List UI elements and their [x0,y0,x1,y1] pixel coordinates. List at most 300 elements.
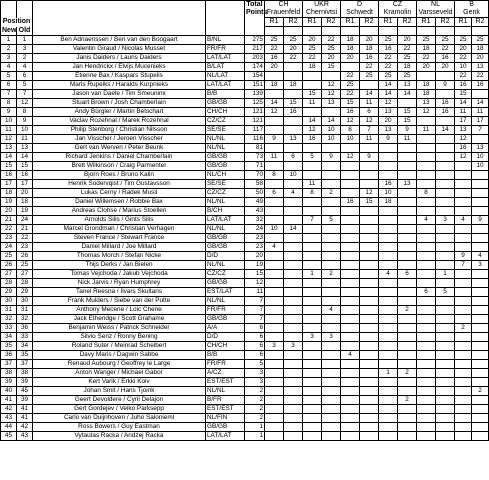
race-score [284,144,303,153]
race-score [417,144,436,153]
nationality: NL/LAT [206,72,245,81]
position-old: 19 [17,207,33,216]
team-name: Silvio Senz / Ronny Bening [33,333,206,342]
race-score: 14 [398,90,417,99]
race-score [417,198,436,207]
race-score: 10 [455,63,472,72]
race-score [360,387,379,396]
total-points: 12 [245,279,265,288]
table-row [1,117,489,126]
race-score [322,198,341,207]
nationality: B/B [206,90,245,99]
race-score [265,162,284,171]
race-score: 18 [341,45,360,54]
race-score [417,405,436,414]
position-old: 14 [17,153,33,162]
race-score [417,252,436,261]
race-score: 3 [284,342,303,351]
race-score: 11 [360,135,379,144]
nationality: EST/EST [206,405,245,414]
race-score [417,423,436,432]
race-score: 14 [455,99,472,108]
nationality: LAT/LAT [206,216,245,225]
race-score [436,252,455,261]
race-score: 18 [417,81,436,90]
race-score: 6 [398,270,417,279]
race-score [436,333,455,342]
race-score [417,369,436,378]
position-new: 19 [1,198,17,207]
race-score [360,162,379,171]
total-points: 2 [245,396,265,405]
race-score [455,306,472,315]
table-row [1,423,489,432]
race-score [398,378,417,387]
race-score [303,369,322,378]
race-score: 25 [455,36,472,45]
race-score [417,414,436,423]
race-score [341,423,360,432]
race-score [284,252,303,261]
position-new: 2 [1,45,17,54]
nationality: FR/FR [206,45,245,54]
event-country-3: D [341,1,379,10]
race-score [398,333,417,342]
race-score [455,171,472,180]
table-row [1,36,489,45]
race-score: 18 [341,36,360,45]
team-name: Richard Jenkins / Daniel Chamberlain [33,153,206,162]
race-score [341,360,360,369]
race-score [303,387,322,396]
race-score [417,360,436,369]
table-row [1,45,489,54]
race-score [398,423,417,432]
position-old: 2 [17,54,33,63]
race-score [398,414,417,423]
position-old: 13 [17,144,33,153]
race-score [360,180,379,189]
race-score [472,432,489,441]
nationality: LAT/LAT [206,432,245,441]
team-name: Gert van Werven / Peter Beunk [33,144,206,153]
position-new: 22 [1,225,17,234]
race-score: 22 [341,72,360,81]
race-score [303,306,322,315]
position-new: 42 [1,405,17,414]
race-score [360,306,379,315]
race-score [417,117,436,126]
total-points: 50 [245,189,265,198]
race-score: 25 [417,36,436,45]
race-score [417,396,436,405]
position-old: 39 [17,378,33,387]
position-old: 7 [17,90,33,99]
race-score [417,351,436,360]
round-header: R2 [360,18,379,27]
position-new: 39 [1,378,17,387]
race-score [436,198,455,207]
race-score: 12 [417,108,436,117]
race-score: 11 [303,99,322,108]
race-score: 18 [417,45,436,54]
position-old: 30 [17,297,33,306]
race-score: 20 [455,45,472,54]
position-new: 44 [1,423,17,432]
race-score [455,162,472,171]
race-score [455,414,472,423]
race-score: 14 [322,117,341,126]
race-score: 22 [455,54,472,63]
team-name: Tomas Vejchoda / Jakub Vejchoda [33,270,206,279]
position-old: 16 [17,171,33,180]
race-score [455,333,472,342]
nationality: B/FR [206,396,245,405]
race-score [398,288,417,297]
race-score [436,117,455,126]
position-old: 45 [17,387,33,396]
race-score [284,387,303,396]
race-score [417,207,436,216]
race-score [341,216,360,225]
race-score: 18 [398,63,417,72]
race-score [436,279,455,288]
race-score [284,216,303,225]
position-old: 11 [17,135,33,144]
race-score [379,207,398,216]
position-new: 17 [1,180,17,189]
race-score [436,144,455,153]
race-score [284,297,303,306]
team-name: Roland Suter / Meinrad Schelbert [33,342,206,351]
race-score [303,171,322,180]
race-score: 22 [303,54,322,63]
race-score: 13 [417,99,436,108]
race-score [472,234,489,243]
race-score: 15 [360,198,379,207]
race-score [436,315,455,324]
race-score [455,342,472,351]
total-points: 154 [245,72,265,81]
race-score: 22 [322,36,341,45]
race-score [379,225,398,234]
race-score: 7 [472,126,489,135]
table-row [1,81,489,90]
position-new: 33 [1,324,17,333]
race-score [436,90,455,99]
race-score: 13 [455,126,472,135]
race-score: 14 [472,99,489,108]
race-score [360,351,379,360]
race-score: 10 [472,162,489,171]
total-points: 5 [245,360,265,369]
race-score: 11 [360,99,379,108]
position-new: 15 [1,162,17,171]
race-score [322,234,341,243]
total-points: 20 [245,252,265,261]
race-score [360,261,379,270]
race-score: 11 [472,108,489,117]
race-score [398,198,417,207]
position-new: 9 [1,108,17,117]
position-new: 5 [1,72,17,81]
total-points: 6 [245,333,265,342]
round-header: R1 [265,18,284,27]
race-score: 13 [472,144,489,153]
event-city-1: Frauenfeld [265,9,303,18]
race-score: 4 [322,306,341,315]
race-score: 9 [472,216,489,225]
race-score [379,279,398,288]
race-score: 12 [455,135,472,144]
race-score: 11 [455,108,472,117]
race-score: 13 [379,126,398,135]
position-new: 43 [1,414,17,423]
position-old: 27 [17,270,33,279]
race-score [341,315,360,324]
table-row [1,270,489,279]
race-score: 1 [379,369,398,378]
table-row [1,243,489,252]
race-score: 15 [455,90,472,99]
race-score [284,180,303,189]
race-score [472,198,489,207]
race-score: 11 [265,153,284,162]
position-old: 10 [17,126,33,135]
race-score: 25 [398,72,417,81]
table-row [1,144,489,153]
race-score [472,414,489,423]
race-score [436,225,455,234]
race-score [284,333,303,342]
race-score: 25 [398,54,417,63]
race-score: 12 [322,90,341,99]
race-score [303,198,322,207]
nationality: CH/CH [206,342,245,351]
team-name: Bjorn Roes / Bruno Kalin [33,171,206,180]
race-score [322,342,341,351]
position-new: 40 [1,387,17,396]
race-score [436,387,455,396]
race-score: 13 [398,81,417,90]
race-score [472,270,489,279]
table-row [1,315,489,324]
race-score [436,378,455,387]
position-old: 37 [17,360,33,369]
table-row [1,378,489,387]
table-row [1,207,489,216]
race-score [284,162,303,171]
race-score [360,432,379,441]
round-header: R1 [455,18,472,27]
table-row [1,99,489,108]
race-score [455,297,472,306]
position-old: 20 [17,189,33,198]
team-name: Stuart Brown / Josh Chamberlain [33,99,206,108]
race-score [265,351,284,360]
nationality: D/D [206,333,245,342]
table-row [1,405,489,414]
race-score [303,351,322,360]
position-new: 7 [1,90,17,99]
position-old: 18 [17,198,33,207]
race-score [398,243,417,252]
header-row-position [1,18,489,27]
race-score [341,333,360,342]
table-row [1,342,489,351]
race-score [360,378,379,387]
total-header: Total [246,1,263,8]
race-score [303,72,322,81]
position-old: 15 [17,162,33,171]
race-score [379,315,398,324]
race-score [417,261,436,270]
race-score: 9 [436,81,455,90]
race-score [436,324,455,333]
race-score: 12 [360,189,379,198]
race-score: 10 [379,189,398,198]
race-score: 2 [398,396,417,405]
race-score [341,378,360,387]
table-row [1,288,489,297]
round-header: R1 [379,18,398,27]
position-old: 33 [17,333,33,342]
race-score: 12 [341,153,360,162]
race-score: 10 [284,171,303,180]
race-score: 16 [284,108,303,117]
race-score: 12 [360,117,379,126]
race-score [379,351,398,360]
race-score [398,225,417,234]
round-header: R2 [398,18,417,27]
race-score [265,396,284,405]
team-name: Benjamin Weiss / Patrick Schneider [33,324,206,333]
round-header: R2 [284,18,303,27]
table-row [1,279,489,288]
points-header: Points [246,9,268,17]
race-score [360,342,379,351]
race-score [341,324,360,333]
race-score [303,432,322,441]
race-score: 20 [360,36,379,45]
position-new: 25 [1,252,17,261]
race-score [265,378,284,387]
race-score [303,360,322,369]
race-score [341,171,360,180]
total-points: 2 [245,405,265,414]
total-points: 3 [245,378,265,387]
race-score [360,423,379,432]
race-score [436,207,455,216]
race-score [265,180,284,189]
position-old: 23 [17,243,33,252]
old-header: Old [17,27,33,36]
race-score [436,171,455,180]
race-score [472,378,489,387]
table-row [1,54,489,63]
race-score [360,288,379,297]
race-score: 4 [455,216,472,225]
race-score: 9 [360,153,379,162]
race-score [398,261,417,270]
race-score [341,243,360,252]
table-row [1,72,489,81]
total-points: 6 [245,351,265,360]
race-score [360,270,379,279]
total-points: 203 [245,54,265,63]
race-score [360,279,379,288]
total-points: 275 [245,36,265,45]
race-score [379,144,398,153]
nationality: A/A [206,324,245,333]
total-points: 19 [245,261,265,270]
position-old: 6 [17,72,33,81]
race-score: 7 [303,216,322,225]
race-score [417,342,436,351]
race-score [436,405,455,414]
nationality: NL/NL [206,261,245,270]
race-score [436,297,455,306]
round-header: R2 [322,18,341,27]
race-score [265,405,284,414]
nationality: FR/FR [206,360,245,369]
race-score [303,405,322,414]
race-score [436,72,455,81]
race-score [322,171,341,180]
table-row [1,225,489,234]
team-name: Anton Wanger / Michael Gabor [33,369,206,378]
position-new: 3 [1,54,17,63]
race-score [303,342,322,351]
race-score: 2 [322,189,341,198]
position-new: 37 [1,360,17,369]
team-name: Daniel Millard / Joe Millard [33,243,206,252]
position-old: 36 [17,324,33,333]
race-score [265,144,284,153]
race-score [284,351,303,360]
race-score: 4 [379,270,398,279]
race-score [360,405,379,414]
team-name: Geert Devoldere / Cyril Delajon [33,396,206,405]
race-score [436,306,455,315]
race-score [379,333,398,342]
race-score [472,315,489,324]
race-score [341,432,360,441]
race-score [265,126,284,135]
race-score [360,243,379,252]
race-score: 20 [417,63,436,72]
race-score [379,414,398,423]
race-score [360,333,379,342]
race-score [284,414,303,423]
nationality: GB/GB [206,153,245,162]
race-score [284,207,303,216]
position-new: 30 [1,297,17,306]
race-score [436,261,455,270]
race-score [303,252,322,261]
race-score [322,432,341,441]
race-score: 6 [360,108,379,117]
race-score [322,351,341,360]
race-score: 20 [436,63,455,72]
position-new: 24 [1,243,17,252]
race-score [303,261,322,270]
race-score [265,279,284,288]
race-score [341,414,360,423]
race-score: 6 [265,189,284,198]
race-score [436,423,455,432]
nationality: EST/LAT [206,288,245,297]
